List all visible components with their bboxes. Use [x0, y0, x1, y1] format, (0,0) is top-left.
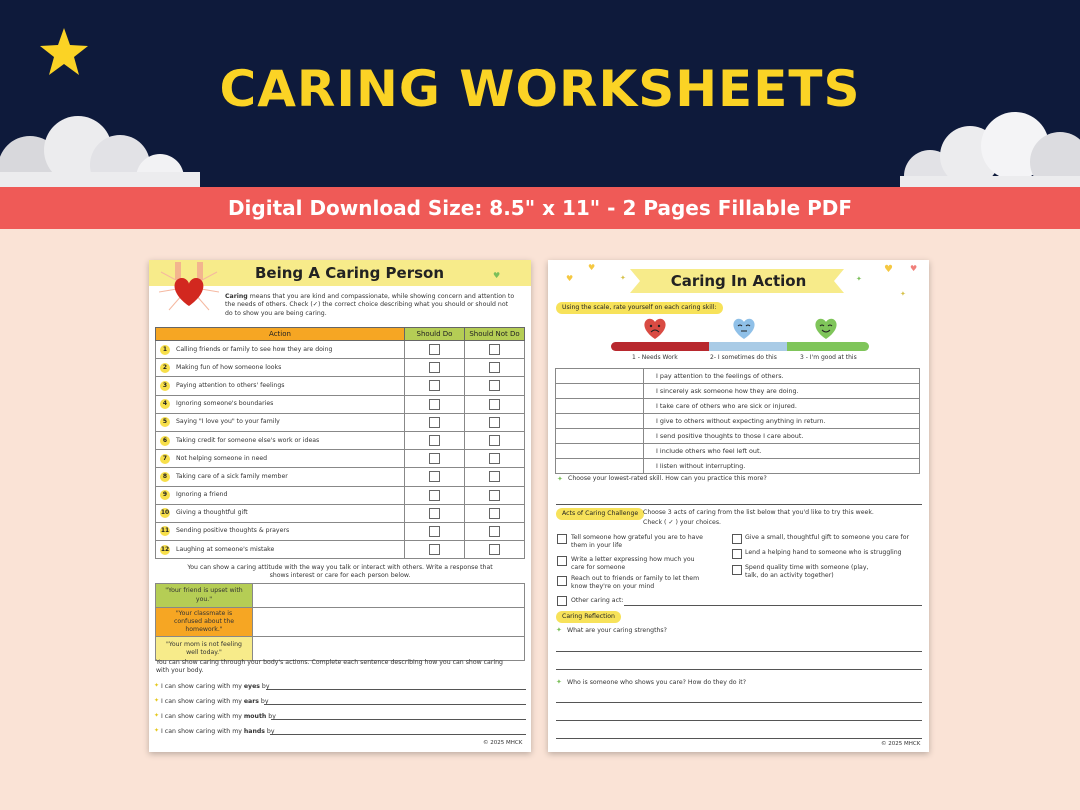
frowning-heart-icon: [641, 316, 669, 340]
sentence-label: I can show caring with my mouth by: [161, 713, 276, 720]
action-text: Sending positive thoughts & prayers: [176, 527, 290, 535]
row-number-badge: 6: [160, 436, 170, 446]
table-row: [156, 359, 525, 377]
skill-text: I pay attention to the feelings of others.: [644, 369, 920, 384]
prompt-cell: "Your mom is not feeling well today.": [156, 637, 253, 661]
row-number-badge: 12: [160, 545, 170, 553]
skills-table-body: [556, 369, 920, 474]
rating-field[interactable]: [556, 459, 644, 474]
act-checkbox[interactable]: [557, 534, 567, 544]
action-cell: [156, 413, 405, 431]
response-field[interactable]: [253, 608, 525, 637]
act-checkbox[interactable]: [557, 596, 567, 606]
other-act-line[interactable]: [624, 605, 922, 606]
sparkle-icon: ✦: [620, 274, 626, 282]
challenge-instructions-2: Check ( ✓ ) your choices.: [643, 519, 722, 526]
row-number-badge: 3: [160, 381, 170, 391]
row-number-badge: 8: [160, 472, 170, 482]
act-checkbox[interactable]: [557, 556, 567, 566]
body-sentence-row: [156, 680, 526, 691]
should-not-do-checkbox[interactable]: [489, 362, 500, 373]
answer-line[interactable]: [556, 669, 922, 670]
act-label: Reach out to friends or family to let them know they're on your mind: [571, 575, 700, 591]
should-do-checkbox[interactable]: [429, 490, 440, 501]
row-number-badge: 5: [160, 417, 170, 427]
row-number-badge: 7: [160, 454, 170, 464]
should-not-do-cell: [465, 450, 525, 468]
should-not-do-checkbox[interactable]: [489, 526, 500, 537]
should-not-do-cell: [465, 468, 525, 486]
should-do-cell: [405, 486, 465, 504]
subtitle-band: Digital Download Size: 8.5" x 11" - 2 Pages Fillable PDF: [0, 187, 1080, 229]
table-row: [156, 413, 525, 431]
reflection-pill: Caring Reflection: [556, 611, 621, 623]
skill-text: I give to others without expecting anything in return.: [644, 414, 920, 429]
sparkle-icon: ✦: [557, 475, 563, 483]
table-row: [156, 608, 525, 637]
should-not-do-checkbox[interactable]: [489, 417, 500, 428]
rating-field[interactable]: [556, 429, 644, 444]
table-row: [556, 384, 920, 399]
heart-deco-icon: ♥: [884, 264, 893, 275]
who-cares-prompt: Who is someone who shows you care? How do they do it?: [567, 679, 746, 686]
action-cell: [156, 341, 405, 359]
copyright: © 2025 MHCK: [881, 741, 921, 747]
action-text: Giving a thoughtful gift: [176, 509, 248, 517]
lowest-skill-prompt: Choose your lowest-rated skill. How can you practice this more?: [568, 475, 767, 482]
action-text: Paying attention to others' feelings: [176, 381, 285, 389]
action-cell: [156, 541, 405, 559]
row-number-badge: 9: [160, 490, 170, 500]
should-do-cell: [405, 468, 465, 486]
scale-label-1: 1 - Needs Work: [632, 354, 678, 361]
should-not-do-checkbox[interactable]: [489, 344, 500, 355]
top-banner: [0, 0, 1080, 190]
sparkle-icon: ✦: [154, 697, 160, 704]
should-do-checkbox[interactable]: [429, 399, 440, 410]
action-text: Taking care of a sick family member: [176, 472, 288, 480]
scale-label-3: 3 - I'm good at this: [800, 354, 857, 361]
rating-field[interactable]: [556, 414, 644, 429]
answer-line[interactable]: [556, 738, 922, 739]
should-not-do-checkbox[interactable]: [489, 490, 500, 501]
skill-text: I listen without interrupting.: [644, 459, 920, 474]
act-label: Lend a helping hand to someone who is struggling: [745, 549, 902, 556]
should-do-checkbox[interactable]: [429, 344, 440, 355]
sentence-label: I can show caring with my ears by: [161, 698, 269, 705]
smiling-heart-icon: [812, 316, 840, 340]
should-do-cell: [405, 450, 465, 468]
should-not-do-cell: [465, 341, 525, 359]
should-not-do-checkbox[interactable]: [489, 453, 500, 464]
answer-line[interactable]: [271, 719, 526, 720]
should-do-cell: [405, 431, 465, 449]
should-do-cell: [405, 395, 465, 413]
table-row: [156, 450, 525, 468]
should-do-cell: [405, 377, 465, 395]
table-row: [156, 377, 525, 395]
act-label: Tell someone how grateful you are to have them in your life: [571, 534, 703, 550]
table-row: [156, 504, 525, 522]
table-row: [156, 395, 525, 413]
answer-line[interactable]: [556, 720, 922, 721]
col-should-not-do: Should Not Do: [465, 328, 525, 341]
should-do-cell: [405, 341, 465, 359]
cloud-right-icon: [890, 110, 1080, 190]
rating-field[interactable]: [556, 399, 644, 414]
should-do-checkbox[interactable]: [429, 453, 440, 464]
body-sentence-row: [156, 725, 526, 736]
should-not-do-checkbox[interactable]: [489, 399, 500, 410]
sentence-label: I can show caring with my hands by: [161, 728, 275, 735]
strengths-prompt: What are your caring strengths?: [567, 627, 667, 634]
sparkle-icon: ✦: [856, 275, 862, 283]
cloud-left-icon: [0, 110, 200, 190]
action-text: Ignoring a friend: [176, 491, 228, 499]
table-row: [156, 468, 525, 486]
action-cell: [156, 431, 405, 449]
table-row: [156, 584, 525, 608]
scale-label-2: 2- I sometimes do this: [710, 354, 777, 361]
should-do-checkbox[interactable]: [429, 526, 440, 537]
worksheet-page-1: [149, 260, 531, 752]
rating-field[interactable]: [556, 444, 644, 459]
table-row: [556, 459, 920, 474]
answer-line[interactable]: [264, 704, 526, 705]
table-row: [156, 486, 525, 504]
should-do-checkbox[interactable]: [429, 380, 440, 391]
act-checkbox[interactable]: [557, 576, 567, 586]
body-sentence-row: [156, 710, 526, 721]
answer-line[interactable]: [556, 702, 922, 703]
should-not-do-cell: [465, 541, 525, 559]
rating-field[interactable]: [556, 369, 644, 384]
should-do-cell: [405, 522, 465, 540]
attitude-instructions: You can show a caring attitude with the way you talk or interact with others. Write a response that shows interest or care for each person below.: [187, 564, 493, 580]
scale-segment-2: [709, 342, 787, 351]
col-action: Action: [156, 328, 405, 341]
table-row: [556, 444, 920, 459]
should-not-do-checkbox[interactable]: [489, 508, 500, 519]
skill-text: I take care of others who are sick or injured.: [644, 399, 920, 414]
response-field[interactable]: [253, 584, 525, 608]
act-checkbox[interactable]: [732, 565, 742, 575]
action-cell: [156, 468, 405, 486]
act-label: Other caring act:: [571, 597, 624, 604]
page1-title: Being A Caring Person: [255, 264, 445, 282]
act-label: Give a small, thoughtful gift to someone you care for: [745, 534, 910, 541]
should-not-do-checkbox[interactable]: [489, 544, 500, 555]
table-row: [156, 541, 525, 559]
should-do-checkbox[interactable]: [429, 417, 440, 428]
table-row: [556, 399, 920, 414]
table-row: [156, 522, 525, 540]
sparkle-icon: ✦: [900, 290, 906, 298]
sparkle-icon: ✦: [154, 727, 160, 734]
sparkle-icon: ✦: [154, 682, 160, 689]
scale-segment-3: [787, 342, 869, 351]
heart-deco-icon: ♥: [493, 271, 501, 280]
action-cell: [156, 522, 405, 540]
action-cell: [156, 486, 405, 504]
response-table: [155, 583, 525, 661]
action-text: Ignoring someone's boundaries: [176, 400, 274, 408]
table-row: [556, 369, 920, 384]
action-cell: [156, 504, 405, 522]
answer-line[interactable]: [556, 651, 922, 652]
table-row: [156, 341, 525, 359]
scale-instruction-pill: Using the scale, rate yourself on each caring skill:: [556, 302, 723, 314]
scale-segment-1: [611, 342, 709, 351]
should-not-do-checkbox[interactable]: [489, 380, 500, 391]
actions-table-body: [156, 341, 525, 559]
sparkle-icon: ✦: [154, 712, 160, 719]
row-number-badge: 4: [160, 399, 170, 409]
should-not-do-cell: [465, 504, 525, 522]
sentence-label: I can show caring with my eyes by: [161, 683, 270, 690]
body-sentence-row: [156, 695, 526, 706]
should-do-checkbox[interactable]: [429, 435, 440, 446]
page1-intro: Caring means that you are kind and compassionate, while showing concern and attention to the needs of others. Check (✓) the correct choice describing what you should or should not do to show you are being caring.: [225, 293, 515, 317]
prompt-cell: "Your classmate is confused about the homework.": [156, 608, 253, 637]
heart-deco-icon: ♥: [588, 263, 596, 272]
should-not-do-checkbox[interactable]: [489, 471, 500, 482]
act-checkbox[interactable]: [732, 534, 742, 544]
prompt-cell: "Your friend is upset with you.": [156, 584, 253, 608]
skill-text: I include others who feel left out.: [644, 444, 920, 459]
response-field[interactable]: [253, 637, 525, 661]
col-should-do: Should Do: [405, 328, 465, 341]
answer-line[interactable]: [270, 734, 526, 735]
neutral-heart-icon: [730, 316, 758, 340]
table-row: [156, 431, 525, 449]
action-text: Not helping someone in need: [176, 454, 268, 462]
body-actions-instructions: You can show caring through your body's actions. Complete each sentence describing how you can show caring with your body.: [156, 659, 503, 675]
should-not-do-cell: [465, 395, 525, 413]
page2-title: Caring In Action: [670, 272, 807, 290]
heart-deco-icon: ♥: [910, 264, 918, 273]
act-checkbox[interactable]: [732, 549, 742, 559]
heart-hands-icon: [159, 262, 219, 312]
should-do-cell: [405, 541, 465, 559]
answer-line[interactable]: [556, 504, 922, 505]
table-row: [156, 637, 525, 661]
should-not-do-cell: [465, 522, 525, 540]
skill-text: I send positive thoughts to those I care about.: [644, 429, 920, 444]
should-not-do-checkbox[interactable]: [489, 435, 500, 446]
should-do-cell: [405, 504, 465, 522]
action-cell: [156, 359, 405, 377]
table-row: [556, 429, 920, 444]
page-title: CARING WORKSHEETS: [219, 60, 861, 118]
row-number-badge: 2: [160, 363, 170, 373]
action-cell: [156, 395, 405, 413]
should-do-cell: [405, 359, 465, 377]
should-not-do-cell: [465, 431, 525, 449]
should-do-checkbox[interactable]: [429, 471, 440, 482]
action-text: Making fun of how someone looks: [176, 363, 282, 371]
skills-rating-table: [555, 368, 920, 474]
table-row: [556, 414, 920, 429]
should-not-do-cell: [465, 486, 525, 504]
should-do-cell: [405, 413, 465, 431]
challenge-pill: Acts of Caring Challenge: [556, 508, 644, 520]
act-label: Spend quality time with someone (play, talk, do an activity together): [745, 564, 869, 580]
row-number-badge: 1: [160, 345, 170, 355]
action-text: Taking credit for someone else's work or ideas: [176, 436, 320, 444]
action-text: Saying "I love you" to your family: [176, 418, 280, 426]
copyright: © 2025 MHCK: [483, 740, 523, 746]
sparkle-icon: ✦: [556, 678, 562, 686]
should-not-do-cell: [465, 413, 525, 431]
worksheet-page-2: [548, 260, 929, 752]
should-not-do-cell: [465, 359, 525, 377]
should-do-checkbox[interactable]: [429, 544, 440, 555]
action-cell: [156, 377, 405, 395]
row-number-badge: 10: [160, 509, 170, 517]
row-number-badge: 11: [160, 527, 170, 535]
should-do-checkbox[interactable]: [429, 508, 440, 519]
sparkle-icon: ✦: [556, 626, 562, 634]
actions-table: [155, 327, 525, 559]
skill-text: I sincerely ask someone how they are doing.: [644, 384, 920, 399]
challenge-instructions: Choose 3 acts of caring from the list below that you'd like to try this week.: [643, 509, 874, 516]
act-label: Write a letter expressing how much you care for someone: [571, 556, 695, 572]
should-do-checkbox[interactable]: [429, 362, 440, 373]
action-cell: [156, 450, 405, 468]
rating-field[interactable]: [556, 384, 644, 399]
action-text: Calling friends or family to see how they are doing: [176, 345, 333, 353]
should-not-do-cell: [465, 377, 525, 395]
heart-deco-icon: ♥: [566, 274, 574, 283]
answer-line[interactable]: [266, 689, 526, 690]
action-text: Laughing at someone's mistake: [176, 545, 275, 553]
